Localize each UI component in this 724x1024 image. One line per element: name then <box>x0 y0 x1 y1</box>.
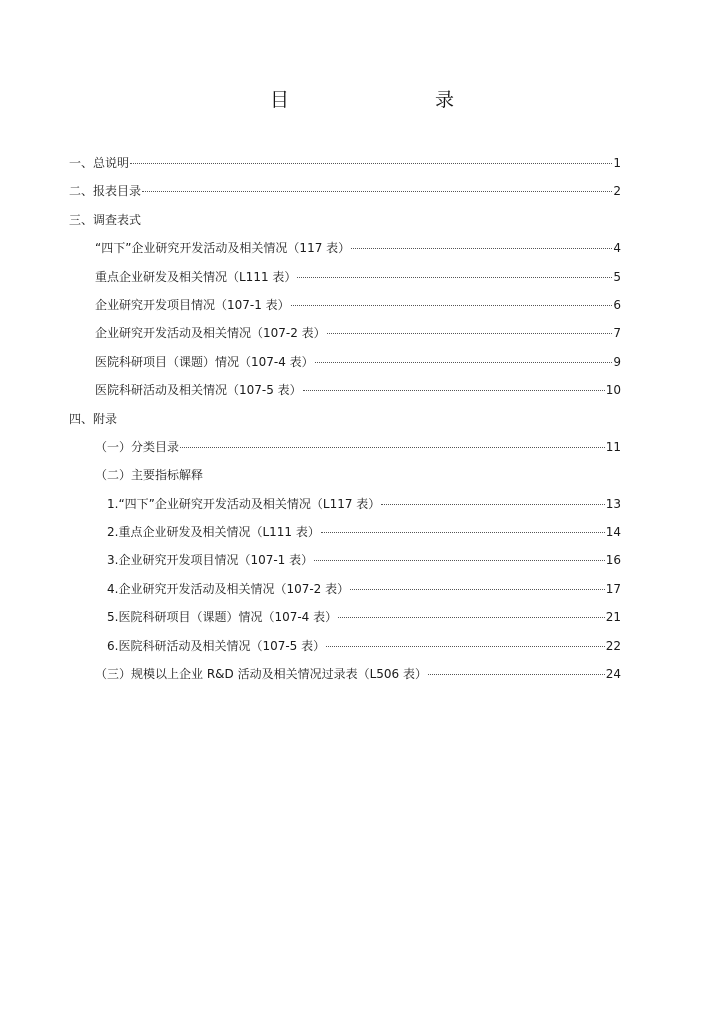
toc-entry-label: 重点企业研发及相关情况（L111 表） <box>95 269 297 284</box>
toc-entry-label: 三、调查表式 <box>69 212 142 227</box>
toc-dot-leader <box>303 390 605 391</box>
page-title: 目 录 <box>269 89 490 111</box>
toc-entry-label: 6.医院科研活动及相关情况（107-5 表） <box>107 638 326 653</box>
toc-entry-page-number: 2 <box>613 184 621 199</box>
toc-entry[interactable] <box>69 466 621 494</box>
toc-entry-label: 医院科研活动及相关情况（107-5 表） <box>95 383 302 398</box>
toc-dot-leader <box>351 248 612 249</box>
toc-dot-leader <box>338 617 605 618</box>
toc-entry-label: 2.重点企业研发及相关情况（L111 表） <box>107 525 320 540</box>
toc-entry[interactable] <box>69 182 621 210</box>
toc-entry[interactable] <box>69 211 621 239</box>
toc-entry-page-number: 14 <box>605 525 621 540</box>
toc-entry[interactable] <box>69 353 621 381</box>
toc-entry[interactable] <box>69 410 621 438</box>
toc-entry-page-number: 24 <box>605 667 621 682</box>
toc-entry-label: 4.企业研究开发活动及相关情况（107-2 表） <box>107 581 350 596</box>
toc-entry-page-number: 11 <box>605 439 621 454</box>
toc-entry[interactable] <box>69 608 621 636</box>
toc-entry[interactable] <box>69 268 621 296</box>
toc-entry[interactable] <box>69 154 621 182</box>
toc-dot-leader <box>381 504 604 505</box>
toc-entry-page-number: 7 <box>613 326 621 341</box>
toc-entry-page-number: 6 <box>613 297 621 312</box>
toc-dot-leader <box>180 447 605 448</box>
toc-dot-leader <box>315 362 612 363</box>
toc-entry[interactable] <box>69 637 621 665</box>
toc-entry[interactable] <box>69 239 621 267</box>
toc-dot-leader <box>350 589 605 590</box>
toc-dot-leader <box>321 532 605 533</box>
toc-entry-label: 医院科研项目（课题）情况（107-4 表） <box>95 354 314 369</box>
toc-entry-label: 企业研究开发项目情况（107-1 表） <box>95 297 290 312</box>
toc-entry[interactable] <box>69 580 621 608</box>
toc-entry-label: 四、附录 <box>69 411 118 426</box>
toc-entry[interactable] <box>69 665 621 693</box>
toc-entry-page-number: 5 <box>613 269 621 284</box>
toc-entry-label: 5.医院科研项目（课题）情况（107-4 表） <box>107 610 338 625</box>
table-of-contents <box>69 154 621 693</box>
toc-dot-leader <box>142 191 612 192</box>
toc-entry-page-number: 21 <box>605 610 621 625</box>
toc-dot-leader <box>314 560 605 561</box>
toc-entry[interactable] <box>69 381 621 409</box>
toc-entry-label: “四下”企业研究开发活动及相关情况（117 表） <box>95 241 351 256</box>
toc-entry[interactable] <box>69 438 621 466</box>
toc-entry-page-number: 17 <box>605 581 621 596</box>
toc-entry[interactable] <box>69 523 621 551</box>
toc-entry-page-number: 22 <box>605 638 621 653</box>
toc-entry-page-number: 4 <box>613 241 621 256</box>
toc-entry[interactable] <box>69 495 621 523</box>
toc-entry-label: 1.“四下”企业研究开发活动及相关情况（L117 表） <box>107 496 381 511</box>
toc-entry[interactable] <box>69 324 621 352</box>
toc-entry-label: 一、总说明 <box>69 156 130 170</box>
toc-dot-leader <box>130 163 612 164</box>
toc-entry-page-number: 1 <box>613 156 621 170</box>
toc-entry-label: （一）分类目录 <box>95 439 180 454</box>
toc-dot-leader <box>326 646 605 647</box>
toc-entry-label: 二、报表目录 <box>69 184 142 199</box>
toc-dot-leader <box>327 333 612 334</box>
toc-entry-label: 企业研究开发活动及相关情况（107-2 表） <box>95 326 326 341</box>
toc-entry-page-number: 13 <box>605 496 621 511</box>
toc-entry-page-number: 9 <box>613 354 621 369</box>
toc-entry[interactable] <box>69 551 621 579</box>
toc-entry[interactable] <box>69 296 621 324</box>
toc-entry-label: （二）主要指标解释 <box>95 468 204 483</box>
toc-entry-page-number: 10 <box>605 383 621 398</box>
toc-dot-leader <box>291 305 612 306</box>
toc-entry-label: （三）规模以上企业 R&D 活动及相关情况过录表（L506 表） <box>95 667 427 682</box>
toc-dot-leader <box>428 674 605 675</box>
toc-entry-page-number: 16 <box>605 553 621 568</box>
toc-dot-leader <box>297 277 612 278</box>
toc-entry-label: 3.企业研究开发项目情况（107-1 表） <box>107 553 314 568</box>
